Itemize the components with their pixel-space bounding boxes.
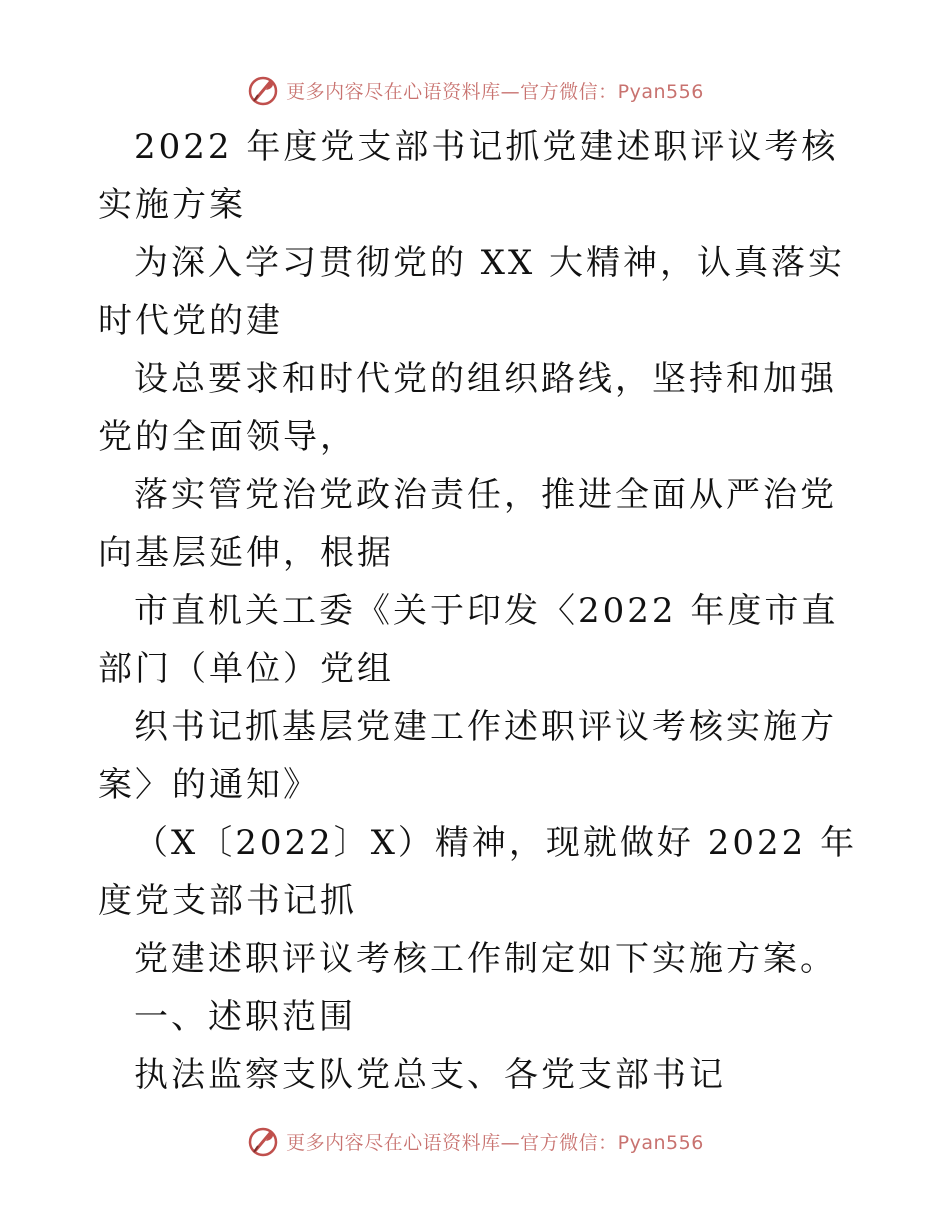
paragraph-line: 织书记抓基层党建工作述职评议考核实施方案〉的通知》 [98,707,837,805]
paragraph-line: 市直机关工委《关于印发〈2022 年度市直部门（单位）党组 [98,591,839,689]
watermark-text: 更多内容尽在心语资料库—官方微信：Pyan556 [286,1131,704,1154]
paragraph-line: （X〔2022〕X）精神，现就做好 2022 年度党支部书记抓 [98,823,858,921]
header-watermark [0,70,950,110]
footer-watermark [0,1121,950,1161]
document-title: 2022 年度党支部书记抓党建述职评议考核实施方案 [98,127,839,225]
feather-pen-logo-icon [246,73,280,107]
feather-pen-logo-icon [246,1124,280,1158]
paragraph-line: 党建述职评议考核工作制定如下实施方案。 [134,939,837,979]
paragraph-line: 落实管党治党政治责任，推进全面从严治党向基层延伸，根据 [98,475,837,573]
watermark-text: 更多内容尽在心语资料库—官方微信：Pyan556 [286,80,704,103]
paragraph-line: 设总要求和时代党的组织路线，坚持和加强党的全面领导， [98,359,837,457]
paragraph-line: 为深入学习贯彻党的 XX 大精神，认真落实时代党的建 [98,243,846,341]
section-heading: 一、述职范围 [134,997,356,1037]
paragraph-line: 执法监察支队党总支、各党支部书记 [134,1055,726,1095]
document-body [98,118,858,1104]
